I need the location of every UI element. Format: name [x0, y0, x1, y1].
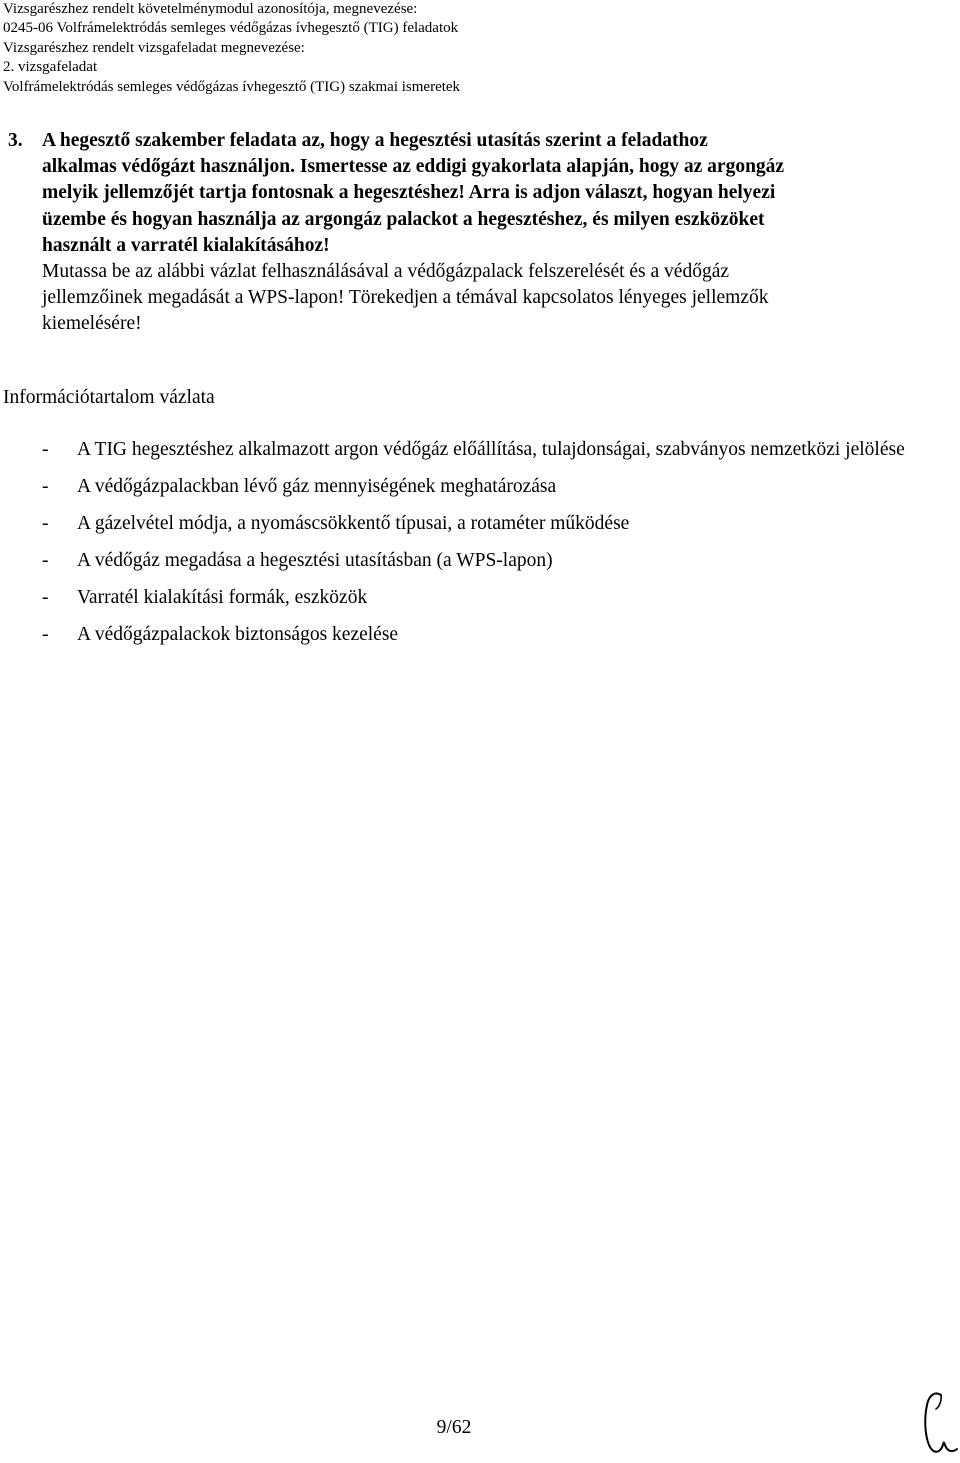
list-item [42, 511, 910, 537]
list-dash: - [42, 550, 49, 571]
signature-mark [915, 1385, 960, 1460]
list-item-text: A védőgázpalackban lévő gáz mennyiségének meghatározása [77, 476, 557, 497]
question-bold-line: üzembe és hogyan használja az argongáz palackot a hegesztéshez, és milyen eszközöket [42, 208, 765, 230]
list-dash: - [42, 513, 49, 534]
question-bold-line: melyik jellemzőjét tartja fontosnak a hegesztéshez! Arra is adjon választ, hogyan helyezi [42, 182, 776, 204]
list-item-text: A TIG hegesztéshez alkalmazott argon védőgáz előállítása, tulajdonságai, szabványos nemzetközi jelölése [77, 439, 905, 460]
list-item-text: Varratél kialakítási formák, eszközök [77, 587, 368, 608]
question-bold-line: alkalmas védőgázt használjon. Ismertesse az eddigi gyakorlata alapján, hogy az argongáz [42, 156, 785, 178]
list-item [42, 585, 910, 611]
document-header [3, 0, 943, 97]
question-instruction-line: Mutassa be az alábbi vázlat felhasználásával a védőgázpalack felszerelését és a védőgáz [42, 261, 730, 283]
page-number: 9/62 [436, 1417, 472, 1438]
list-dash: - [42, 624, 49, 645]
header-line: Vizsgarészhez rendelt követelménymodul azonosítója, megnevezése: [3, 1, 418, 17]
question-instruction-line: kiemelésére! [42, 313, 142, 335]
header-line: 0245-06 Volfrámelektródás semleges védőgázas ívhegesztő (TIG) feladatok [3, 20, 459, 37]
header-line: 2. vizsgafeladat [3, 59, 98, 76]
header-line: Vizsgarészhez rendelt vizsgafeladat megnevezése: [3, 39, 305, 56]
list-item-text: A védőgázpalackok biztonságos kezelése [77, 624, 399, 645]
question-block [8, 128, 908, 338]
list-item-text: A gázelvétel módja, a nyomáscsökkentő típusai, a rotaméter működése [77, 513, 630, 534]
question-number: 3. [8, 130, 23, 151]
question-bold-line: A hegesztő szakember feladata az, hogy a hegesztési utasítás szerint a feladathoz [42, 130, 708, 151]
list-dash: - [42, 439, 49, 460]
list-item [42, 548, 910, 574]
list-item-text: A védőgáz megadása a hegesztési utasításban (a WPS-lapon) [77, 550, 553, 571]
info-title: Információtartalom vázlata [3, 387, 215, 408]
question-bold-line: használt a varratél kialakításához! [42, 234, 330, 256]
list-item [42, 622, 910, 648]
list-dash: - [42, 476, 49, 497]
question-body [42, 128, 902, 338]
header-line: Volfrámelektródás semleges védőgázas ívhegesztő (TIG) szakmai ismeretek [3, 78, 461, 95]
question-instruction-line: jellemzőinek megadását a WPS-lapon! Törekedjen a témával kapcsolatos lényeges jellemzők [42, 287, 769, 309]
list-item [42, 474, 910, 500]
list-item [42, 437, 910, 463]
list-dash: - [42, 587, 49, 608]
info-list [42, 437, 910, 659]
